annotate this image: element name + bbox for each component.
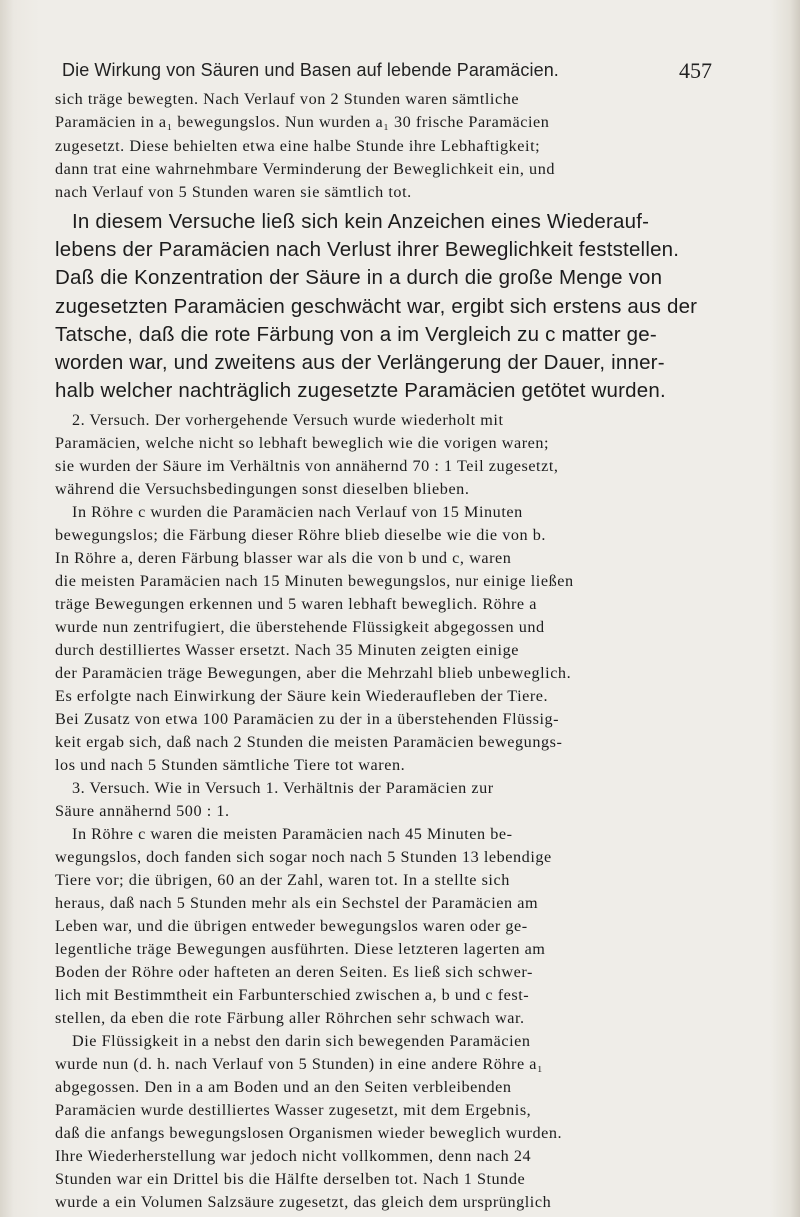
text-line: lich mit Bestimmtheit ein Farbunterschied zwischen a, b und c fest- [55, 986, 530, 1004]
text-line: lebens der Paramäcien nach Verlust ihrer Beweglichkeit feststellen. [55, 238, 680, 261]
text-line: wurde a ein Volumen Salzsäure zugesetzt, das gleich dem ursprünglich [55, 1193, 552, 1211]
text-line: Säure annähernd 500 : 1. [55, 802, 230, 820]
page-number: 457 [679, 58, 712, 83]
text-line: während die Versuchsbedingungen sonst dieselben blieben. [55, 480, 470, 498]
text-line: abgegossen. Den in a am Boden und an den Seiten verbleibenden [55, 1078, 512, 1096]
text-line: Ihre Wiederherstellung war jedoch nicht vollkommen, denn nach 24 [55, 1147, 532, 1165]
text-line: sich träge bewegten. Nach Verlauf von 2 Stunden waren sämtliche [55, 90, 520, 108]
text-line: sie wurden der Säure im Verhältnis von annähernd 70 : 1 Teil zugesetzt, [55, 457, 559, 475]
text-line: heraus, daß nach 5 Stunden mehr als ein Sechstel der Paramäcien am [55, 894, 539, 912]
text-line: dann trat eine wahrnehmbare Verminderung der Beweglichkeit ein, und [55, 160, 555, 178]
text-line: Die Flüssigkeit in a nebst den darin sich bewegenden Paramäcien [72, 1032, 531, 1050]
text-line: Tatsche, daß die rote Färbung von a im Vergleich zu c matter ge- [55, 323, 657, 346]
text-line: Paramäcien in a₁ bewegungslos. Nun wurden a₁ 30 frische Paramäcien [55, 113, 550, 131]
text-line: durch destilliertes Wasser ersetzt. Nach 35 Minuten zeigten einige [55, 641, 519, 659]
text-line: In Röhre a, deren Färbung blasser war als die von b und c, waren [55, 549, 512, 567]
text-line: In Röhre c wurden die Paramäcien nach Verlauf von 15 Minuten [72, 503, 523, 521]
text-line: Es erfolgte nach Einwirkung der Säure kein Wiederaufleben der Tiere. [55, 687, 549, 705]
text-line: los und nach 5 Stunden sämtliche Tiere tot waren. [55, 756, 406, 774]
text-line: wurde nun zentrifugiert, die überstehende Flüssigkeit abgegossen und [55, 618, 545, 636]
text-line: Boden der Röhre oder hafteten an deren Seiten. Es ließ sich schwer- [55, 963, 533, 981]
text-line: Tiere vor; die übrigen, 60 an der Zahl, waren tot. In a stellte sich [55, 871, 510, 889]
page-header [62, 60, 712, 90]
running-title: Die Wirkung von Säuren und Basen auf lebende Paramäcien. [62, 60, 559, 80]
text-line: legentliche träge Bewegungen ausführten. Diese letzteren lagerten am [55, 940, 546, 958]
text-line: Leben war, und die übrigen entweder bewegungslos waren oder ge- [55, 917, 528, 935]
text-line: In diesem Versuche ließ sich kein Anzeichen eines Wiederauf- [72, 210, 650, 233]
text-line: wurde nun (d. h. nach Verlauf von 5 Stunden) in eine andere Röhre a₁ [55, 1055, 544, 1073]
text-line: nach Verlauf von 5 Stunden waren sie sämtlich tot. [55, 183, 412, 201]
text-line: In Röhre c waren die meisten Paramäcien nach 45 Minuten be- [72, 825, 513, 843]
text-line: keit ergab sich, daß nach 2 Stunden die meisten Paramäcien bewegungs- [55, 733, 563, 751]
text-line: zugesetzt. Diese behielten etwa eine halbe Stunde ihre Lebhaftigkeit; [55, 137, 541, 155]
text-line: daß die anfangs bewegungslosen Organismen wieder beweglich wurden. [55, 1124, 563, 1142]
text-line: stellen, da eben die rote Färbung aller Röhrchen sehr schwach war. [55, 1009, 525, 1027]
text-line: der Paramäcien träge Bewegungen, aber die Mehrzahl blieb unbeweglich. [55, 664, 572, 682]
text-line: halb welcher nachträglich zugesetzte Paramäcien getötet wurden. [55, 379, 666, 402]
text-line: 2. Versuch. Der vorhergehende Versuch wurde wiederholt mit [72, 411, 504, 429]
text-line: bewegungslos; die Färbung dieser Röhre blieb dieselbe wie die von b. [55, 526, 546, 544]
text-line: Stunden war ein Drittel bis die Hälfte derselben tot. Nach 1 Stunde [55, 1170, 526, 1188]
text-line: worden war, und zweitens aus der Verlängerung der Dauer, inner- [55, 351, 665, 374]
text-line: wegungslos, doch fanden sich sogar noch nach 5 Stunden 13 lebendige [55, 848, 552, 866]
text-line: zugesetzten Paramäcien geschwächt war, ergibt sich erstens aus der [55, 295, 698, 318]
text-line: Bei Zusatz von etwa 100 Paramäcien zu der in a überstehenden Flüssig- [55, 710, 560, 728]
text-line: 3. Versuch. Wie in Versuch 1. Verhältnis der Paramäcien zur [72, 779, 494, 797]
text-line: Paramäcien wurde destilliertes Wasser zugesetzt, mit dem Ergebnis, [55, 1101, 532, 1119]
text-line: Paramäcien, welche nicht so lebhaft beweglich wie die vorigen waren; [55, 434, 550, 452]
text-line: Daß die Konzentration der Säure in a durch die große Menge von [55, 266, 663, 289]
text-line: träge Bewegungen erkennen und 5 waren lebhaft beweglich. Röhre a [55, 595, 537, 613]
text-line: die meisten Paramäcien nach 15 Minuten bewegungslos, nur einige ließen [55, 572, 574, 590]
